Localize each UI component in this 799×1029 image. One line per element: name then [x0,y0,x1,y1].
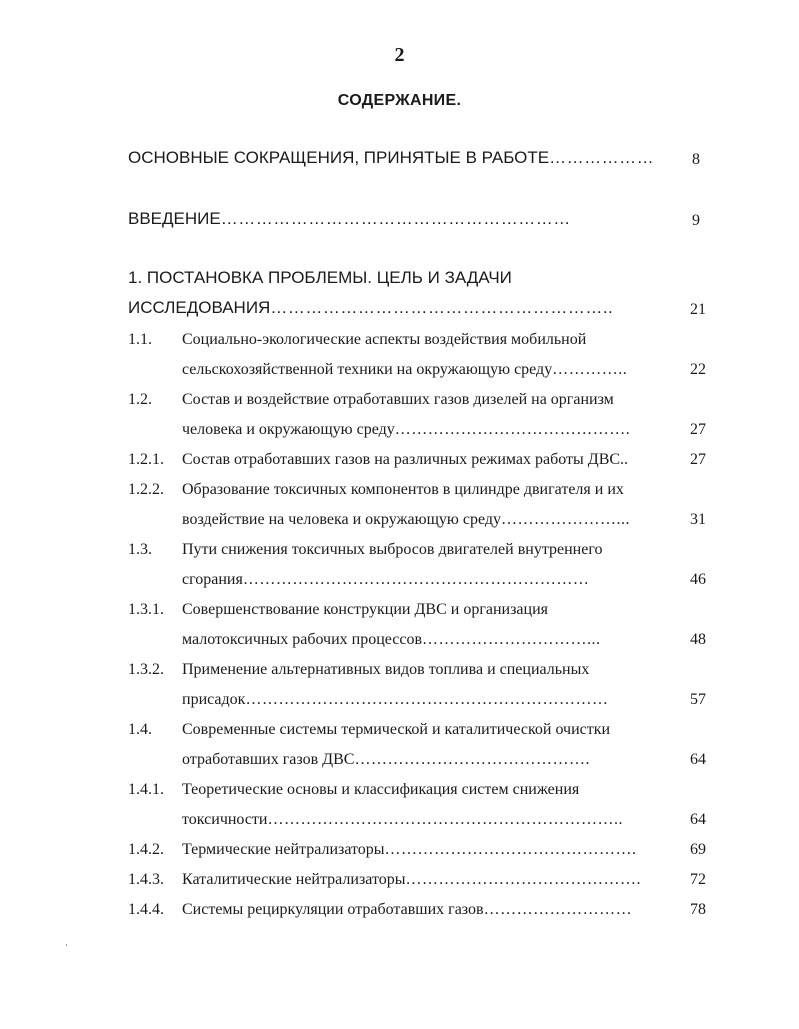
toc-entry-text: Состав отработавших газов на различных режимах работы ДВС.. [182,451,629,468]
toc-entry-number: 1.2.2. [128,481,164,498]
toc-entry-text: Термические нейтрализаторы………………………………………. [182,841,637,858]
toc-entry-number: 1.3.2. [128,661,164,678]
toc-entry-page: 46 [690,571,706,588]
toc-entry-text-cont: сгорания……………………………………………………… [182,571,590,588]
page-number: 2 [394,44,405,66]
toc-entry-text-cont: токсичности……………………………………………………….. [182,811,623,828]
toc-entry-page: 27 [690,421,706,438]
toc-entry-page: 22 [690,361,706,378]
toc-entry-text: ОСНОВНЫЕ СОКРАЩЕНИЯ, ПРИНЯТЫЕ В РАБОТЕ……………… [128,148,655,167]
toc-entry-text: Пути снижения токсичных выбросов двигателей внутреннего [182,541,603,558]
toc-entry-page: 27 [690,451,706,468]
toc-entry-text: Применение альтернативных видов топлива и специальных [182,661,590,678]
toc-entry-page: 78 [690,901,706,918]
toc-entry-text: Совершенствование конструкции ДВС и организация [182,601,549,618]
toc-entry-page: 72 [690,871,706,888]
toc-entry-text-cont: воздействие на человека и окружающую среду…………………... [182,511,631,528]
toc-entry-number: 1.3.1. [128,601,164,618]
toc-entry-page: 64 [690,811,706,828]
toc-entry-number: 1.4.1. [128,781,164,798]
toc-entry-number: 1.2. [128,391,152,408]
toc-entry-page: 21 [690,301,706,318]
toc-entry-text: Образование токсичных компонентов в цилиндре двигателя и их [182,481,624,498]
page-title: СОДЕРЖАНИЕ. [337,92,462,109]
toc-entry-text: 1. ПОСТАНОВКА ПРОБЛЕМЫ. ЦЕЛЬ И ЗАДАЧИ [128,268,512,287]
toc-entry-page: 57 [690,691,706,708]
toc-entry-number: 1.4.4. [128,901,164,918]
toc-entry-page: 69 [690,841,706,858]
toc-entry-text-cont: отработавших газов ДВС……………………………………. [182,751,590,768]
toc-entry-number: 1.2.1. [128,451,164,468]
toc-entry-text: ВВЕДЕНИЕ…………………………………………………… [128,209,571,228]
toc-entry-page: 64 [690,751,706,768]
scan-speck [66,944,67,946]
toc-entry-text-cont: человека и окружающую среду……………………………………. [182,421,631,438]
toc-entry-text: Социально-экологические аспекты воздействия мобильной [182,331,587,348]
toc-entry-text-cont: малотоксичных рабочих процессов…………………………... [182,631,601,648]
toc-entry-number: 1.4. [128,721,152,738]
toc-entry-text: Современные системы термической и каталитической очистки [182,721,611,738]
toc-entry-text-cont: сельскохозяйственной техники на окружающую среду………….. [182,361,628,378]
toc-entry-text-cont: присадок………………………………………………………… [182,691,609,708]
toc-entry-text: Состав и воздействие отработавших газов дизелей на организм [182,391,614,408]
toc-entry-page: 9 [692,212,700,229]
toc-entry-page: 48 [690,631,706,648]
toc-entry-text: Теоретические основы и классификация систем снижения [182,781,580,798]
toc-entry-text: Системы рециркуляции отработавших газов……………………… [182,901,633,918]
toc-entry-text-cont: ИССЛЕДОВАНИЯ………………………………………………….. [128,298,614,317]
toc-entry-page: 8 [692,151,700,168]
toc-entry-number: 1.4.3. [128,871,164,888]
toc-entry-page: 31 [690,511,706,528]
toc-entry-number: 1.3. [128,541,152,558]
toc-entry-number: 1.1. [128,331,152,348]
toc-entry-number: 1.4.2. [128,841,164,858]
toc-entry-text: Каталитические нейтрализаторы……………………………………. [182,871,642,888]
